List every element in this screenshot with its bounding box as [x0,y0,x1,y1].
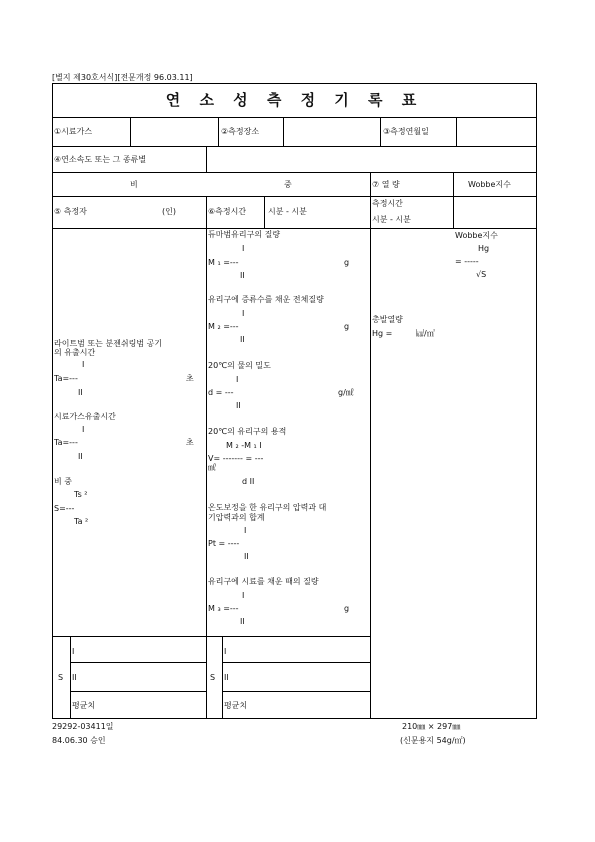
row-line [52,196,537,197]
m1-i: I [242,244,245,253]
form-reference-note: [별지 제30호서식][전문개정 96.03.11] [52,73,193,82]
row-line [52,636,370,637]
air-ii: II [78,388,83,397]
m2-label: 유리구에 증류수를 채운 전체질량 [208,295,324,304]
gas-ii: II [78,452,83,461]
air-outflow-label: 라이트범 또는 분젠쉬링범 공기 [54,339,163,348]
sg-numerator: Ts ² [74,490,88,499]
col-line [264,196,265,228]
air-formula: Ta=--- [54,374,78,383]
m3-label: 유리구에 시료를 채운 때의 질량 [208,577,319,586]
volume-denominator: d II [242,477,255,486]
sg-denominator: Ta ² [74,517,89,526]
row-line [222,662,370,663]
col-line [206,146,207,172]
heat-value-heading: ⑦ 열 량 [372,180,400,189]
density-ii: II [236,401,241,410]
approval-date: 84.06.30 승인 [52,736,106,745]
col-line [70,636,71,719]
row-line [70,662,206,663]
gas-outflow-label: 시료가스유출시간 [54,412,116,421]
measure-time-value: 시분 - 시분 [268,207,307,216]
total-heat-label: 총발열량 [372,315,403,324]
table-bottom-border [52,718,537,719]
bottom-mid-i: I [224,647,227,656]
col-line [206,196,207,719]
m2-i: I [242,309,245,318]
wobbe-formula: = ----- [455,257,479,266]
m2-formula: M ₂ =--- [208,322,239,331]
combustion-speed-label: ④연소속도 또는 그 종류별 [54,155,147,164]
wobbe-numerator: Hg [478,244,490,253]
specific-gravity-heading-jung: 중 [284,180,292,189]
col-line [130,117,131,146]
table-left-border [52,83,53,719]
bottom-left-i: I [72,647,75,656]
density-i: I [236,375,239,384]
heat-measure-time-value: 시분 - 시분 [372,215,411,224]
pressure-ii: II [244,552,249,561]
volume-formula: V= ------- = --- [208,454,264,463]
sg-formula: S=--- [54,504,75,513]
row-line [52,117,537,118]
pressure-label-2: 기압력과의 합계 [208,513,265,522]
specific-gravity-label: 비 중 [54,477,72,486]
m1-formula: M ₁ =--- [208,258,239,267]
gas-i: I [82,425,85,434]
row-line [52,146,537,147]
air-i: I [82,360,85,369]
total-heat-formula: Hg = [372,329,393,338]
m3-ii: II [240,617,245,626]
table-top-border [52,83,537,84]
bottom-mid-average: 평균치 [224,701,248,710]
bottom-left-average: 평균치 [72,701,96,710]
density-formula: d = --- [208,388,234,397]
measure-time-label: ⑥측정시간 [208,207,247,216]
m3-unit: g [344,604,350,613]
measure-date-label: ③측정연월일 [383,127,429,136]
pressure-i: I [244,526,247,535]
col-line [283,117,284,146]
heat-measure-time-label: 측정시간 [372,199,403,208]
col-line [218,117,219,146]
bottom-left-ii: II [72,673,77,682]
col-line [222,636,223,719]
row-line [52,228,537,229]
density-unit: g/㎖ [338,388,354,397]
m3-formula: M ₃ =--- [208,604,239,613]
paper-size: 210㎜ × 297㎜ [402,722,461,731]
pressure-label: 온도보정을 한 유리구의 압력과 대 [208,503,327,512]
bottom-mid-s: S [210,673,216,682]
row-line [70,691,206,692]
row-line [222,691,370,692]
form-code: 29292-03411일 [52,722,114,731]
volume-unit: ㎖ [208,463,216,472]
measure-place-label: ②측정장소 [221,127,260,136]
measurer-label: ⑤ 측정자 [54,207,87,216]
bottom-left-s: S [58,673,64,682]
m1-ii: II [240,271,245,280]
pressure-formula: Pt = ---- [208,539,240,548]
wobbe-label: Wobbe지수 [455,231,498,240]
col-line [370,172,371,719]
volume-label: 20℃의 유리구의 용적 [208,427,287,436]
m2-ii: II [240,335,245,344]
m1-unit: g [344,258,350,267]
gas-unit: 초 [186,438,194,447]
m1-label: 듀마범유리구의 질량 [208,230,281,239]
col-line [456,117,457,146]
paper-type: (신문용지 54g/㎡) [400,736,466,745]
table-right-border [536,83,537,719]
bottom-mid-ii: II [224,673,229,682]
seal-label: (인) [162,207,176,216]
form-title: 연 소 성 측 정 기 록 표 [165,91,424,109]
gas-formula: Ta=--- [54,438,78,447]
m2-unit: g [344,322,350,331]
m3-i: I [242,591,245,600]
col-line [380,117,381,146]
volume-numerator: M ₂ -M ₁ I [226,441,262,450]
total-heat-unit: ㎉/㎥ [416,329,435,338]
wobbe-denominator: √S [476,270,487,279]
row-line [52,172,537,173]
air-unit: 초 [186,374,194,383]
air-outflow-label-2: 의 유출시간 [54,348,96,357]
col-line [453,172,454,228]
density-label: 20℃의 물의 밀도 [208,361,271,370]
wobbe-heading: Wobbe지수 [468,180,511,189]
specific-gravity-heading-bi: 비 [130,180,138,189]
sample-gas-label: ①시료가스 [54,127,93,136]
